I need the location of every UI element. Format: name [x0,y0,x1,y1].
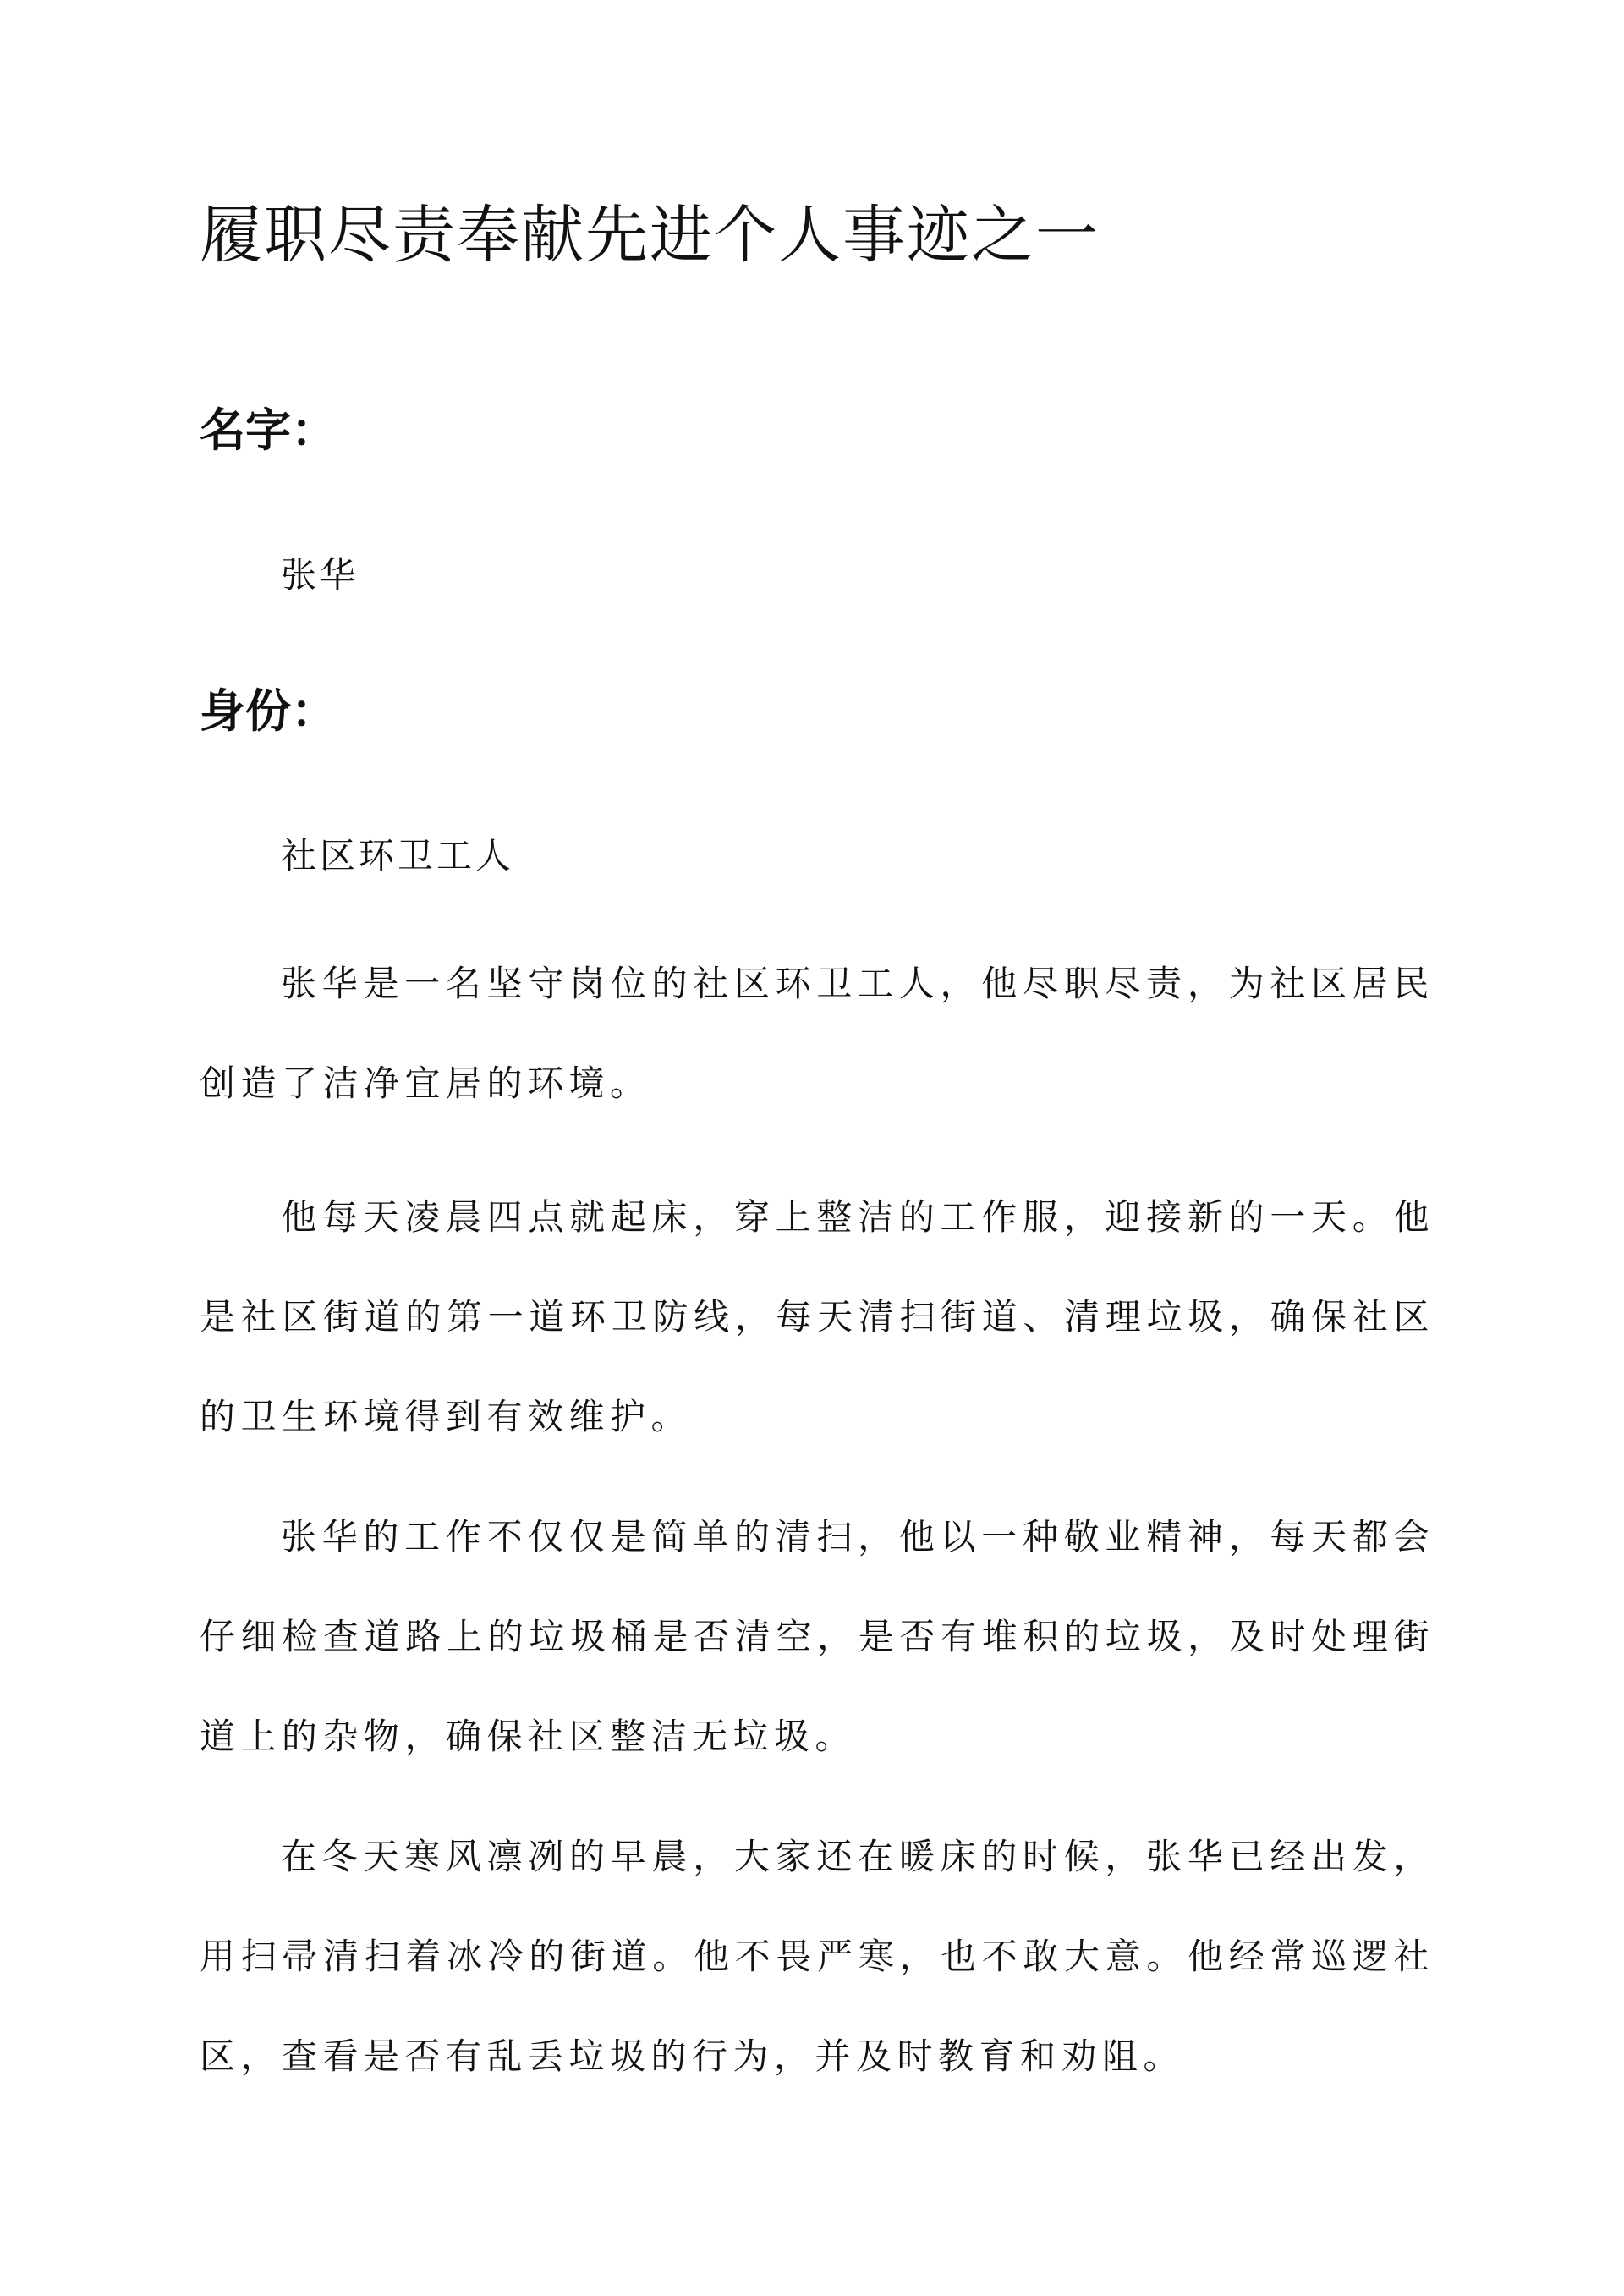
paragraph-dedication: 张华的工作不仅仅是简单的清扫，他以一种敬业精神，每天都会仔细检查道路上的垃圾桶是否清空，是否有堆积的垃圾，及时处理街道上的杂物，确保社区整洁无垃圾。 [200,1516,1435,1757]
page-title: 履职尽责奉献先进个人事迹之一 [200,199,1100,272]
role-heading: 身份： [200,684,337,738]
role-value: 社区环卫工人 [281,835,515,876]
name-heading: 名字： [200,403,337,457]
paragraph-intro: 张华是一名坚守岗位的社区环卫工人，他尽职尽责，为社区居民创造了洁净宜居的环境。 [200,963,1435,1104]
paragraph-daily-routine: 他每天凌晨四点就起床，穿上整洁的工作服，迎接新的一天。他是社区街道的第一道环卫防线，每天清扫街道、清理垃圾，确保社区的卫生环境得到有效维护。 [200,1196,1435,1437]
name-value: 张华 [281,554,359,596]
paragraph-winter: 在冬天寒风凛冽的早晨，大家还在暖床的时候，张华已经出发，用扫帚清扫着冰冷的街道。他不畏严寒，也不敢大意。他经常巡逻社区，查看是否有乱丢垃圾的行为，并及时教育和劝阻。 [200,1836,1435,2077]
